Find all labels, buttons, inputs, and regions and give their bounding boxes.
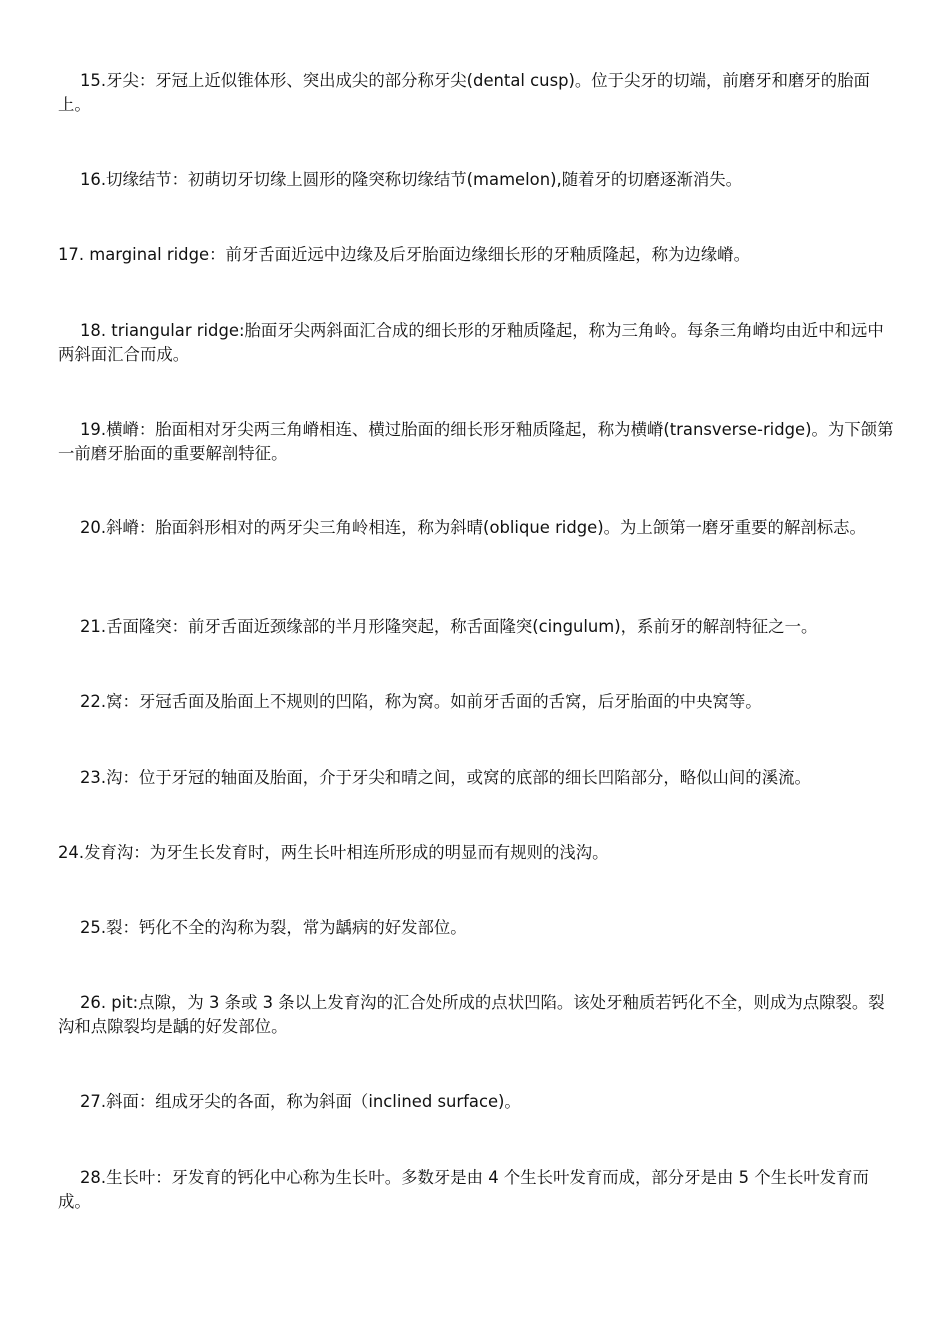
term-22-fossa: 22.窝：牙冠舌面及胎面上不规则的凹陷，称为窝。如前牙舌面的舌窝，后牙胎面的中央窝等。 xyxy=(80,692,762,711)
term-24-developmental-groove: 24.发育沟：为牙生长发育时，两生长叶相连所形成的明显而有规则的浅沟。 xyxy=(58,843,609,862)
term-21-cingulum: 21.舌面隆突：前牙舌面近颈缘部的半月形隆突起，称舌面隆突(cingulum)，系前牙的解剖特征之一。 xyxy=(80,617,818,636)
term-23-groove: 23.沟：位于牙冠的轴面及胎面，介于牙尖和晴之间，或窝的底部的细长凹陷部分，略似山间的溪流。 xyxy=(80,768,811,787)
term-20-oblique-ridge: 20.斜嵴：胎面斜形相对的两牙尖三角岭相连，称为斜晴(oblique ridge)。为上颌第一磨牙重要的解剖标志。 xyxy=(80,518,866,537)
term-18-triangular-ridge: 18. triangular ridge:胎面牙尖两斜面汇合成的细长形的牙釉质隆起，称为三角岭。每条三角嵴均由近中和远中两斜面汇合而成。 xyxy=(58,321,884,364)
term-26-pit: 26. pit:点隙，为 3 条或 3 条以上发育沟的汇合处所成的点状凹陷。该处牙釉质若钙化不全，则成为点隙裂。裂沟和点隙裂均是龋的好发部位。 xyxy=(58,993,885,1036)
term-28-lobe: 28.生长叶：牙发育的钙化中心称为生长叶。多数牙是由 4 个生长叶发育而成，部分牙是由 5 个生长叶发育而成。 xyxy=(58,1168,869,1211)
term-17-marginal-ridge: 17. marginal ridge：前牙舌面近远中边缘及后牙胎面边缘细长形的牙釉质隆起，称为边缘嵴。 xyxy=(58,245,750,264)
term-16-mamelon: 16.切缘结节：初萌切牙切缘上圆形的隆突称切缘结节(mamelon),随着牙的切磨逐渐消失。 xyxy=(80,170,742,189)
term-19-transverse-ridge: 19.横嵴：胎面相对牙尖两三角嵴相连、横过胎面的细长形牙釉质隆起，称为横嵴(transverse-ridge)。为下颌第一前磨牙胎面的重要解剖特征。 xyxy=(58,420,894,463)
term-27-inclined-surface: 27.斜面：组成牙尖的各面，称为斜面（inclined surface)。 xyxy=(80,1092,521,1111)
term-25-fissure: 25.裂：钙化不全的沟称为裂，常为龋病的好发部位。 xyxy=(80,918,467,937)
term-15-dental-cusp: 15.牙尖：牙冠上近似锥体形、突出成尖的部分称牙尖(dental cusp)。位于尖牙的切端，前磨牙和磨牙的胎面上。 xyxy=(58,71,870,114)
